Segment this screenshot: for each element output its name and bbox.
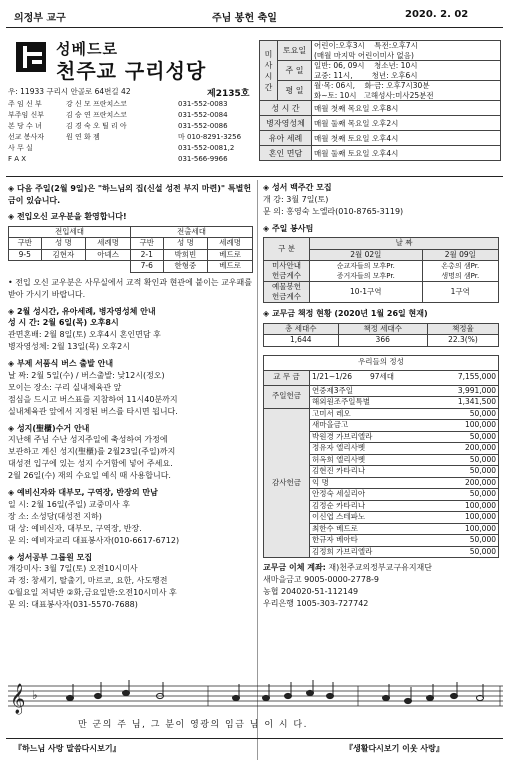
col-header: 세례명 (86, 238, 131, 250)
table-row: 익 명 200,000 (264, 477, 499, 489)
bible-week-title: ◈ 성서 백주간 모집 (263, 183, 332, 192)
relic-line: 2월 26일(수) 재의 수요일 예식 때 사용합니다. (8, 471, 171, 480)
issue-date: 2020. 2. 02 (405, 9, 469, 20)
extra-content: 매월 둘째 토요일 오후4시 (312, 146, 501, 161)
bus-line: 실내체육관 앞에서 지정된 버스를 타시면 됩니다. (8, 406, 178, 416)
table-row: 예물봉헌 헌금계수 10-1구역 1구역 (264, 282, 499, 303)
staff-row: 본 당 수 녀 김 경 숙 오 틸 리 아 031-552-0086 (8, 122, 228, 130)
bible-study-line: 개강미사: 3월 7일(토) 오전10시미사 (8, 564, 138, 573)
sacrament-line: 관면혼배: 2월 8일(토) 오후4시 혼인면담 후 (8, 330, 161, 339)
table-row: 정유자 엘리사벳 200,000 (264, 443, 499, 455)
welcome-title: ◈ 전입오신 교우분을 환영합니다! (8, 212, 127, 221)
tithe-status-table (263, 323, 499, 347)
extra-label: 혼인 면담 (260, 146, 312, 161)
extra-label: 성 시 간 (260, 101, 312, 116)
schedule-label: 평 일 (278, 81, 312, 101)
service-header-date: 날 짜 (310, 238, 499, 250)
parish-name-large: 천주교 구리성당 (56, 59, 207, 83)
staff-row: 주 임 신 부 강 신 모 프란치스코 031-552-0083 (8, 100, 228, 108)
schedule-content: 어린이:오후3시 특전:오후7시 (매월 마지막 어린이미사 없음) (312, 41, 501, 61)
schedule-content: 월·목: 06시, 화·금: 오후7시30분 화~토: 10시 고해성사:미사25분전 (312, 81, 501, 101)
staff-row: 부주임 신부 김 승 연 프란치스코 031-552-0084 (8, 111, 228, 119)
relic-line: 지난해 주님 수난 성지주일에 축성하여 가정에 (8, 435, 168, 444)
col-header: 성 명 (163, 238, 208, 250)
table-row: 7-6 한형중 베드로 (9, 261, 253, 273)
service-date-2: 2월 09일 (422, 249, 498, 261)
col-header: 구반 (9, 238, 42, 250)
account-line: 우리은행 1005-303-727742 (263, 599, 369, 608)
col-header: 세례명 (208, 238, 253, 250)
right-column (263, 183, 503, 610)
bible-study-title: ◈ 성서공부 그룹원 모집 (8, 552, 93, 562)
offerings-table (263, 355, 499, 559)
account-line: 새마을금고 9005-0000-2778-9 (263, 575, 380, 584)
parish-address: 우: 11933 구리시 안골로 64번길 42 (8, 87, 131, 96)
table-row: 주일헌금 연중제3주일 3,991,000 (264, 385, 499, 397)
left-column (8, 183, 253, 611)
staff-row: 선교 봉사자 원 연 화 젬 마 010-8291-3256 (8, 133, 242, 141)
table-row: 허옥희 엘리사벳 50,000 (264, 454, 499, 466)
parish-logo (14, 40, 48, 74)
schedule-label: 토요일 (278, 41, 312, 61)
music-score (8, 680, 503, 732)
schedule-content: 일반: 06, 09시 청소년: 10시 교중: 11시, 청년: 오후6시 (312, 61, 501, 81)
service-header-label: 구 분 (264, 238, 310, 261)
special-collection-notice: ◈ 다음 주일(2월 9일)은 "하느님의 집(신설 성전 부지 마련)" 특별헌금이 있습니다. (8, 184, 252, 205)
sacrament-title: ◈ 2월 성시간, 유아세례, 병자영성체 안내 (8, 306, 156, 316)
table-row: 김정순 카타리나 100,000 (264, 500, 499, 512)
page-header (0, 0, 509, 30)
table-row: 박원경 가브리엘라 50,000 (264, 431, 499, 443)
bible-study-line: ①월요일 저녁반 ②화,금요일반:오전10시미사 후 (8, 588, 177, 597)
meeting-title: ◈ 예비신자와 대부모, 구역장, 반장의 만남 (8, 488, 158, 497)
table-row: 이신엽 스테파노 100,000 (264, 512, 499, 524)
table-row: 미사안내 헌금계수 순교자들의 모후Pr. 증거자들의 모후Pr. 온총의 샘Pr. 생명의 샘Pr. (264, 261, 499, 282)
staff-row: F A X 031-566-9966 (8, 155, 228, 163)
bus-line: 점심을 드시고 버스표를 지참하여 11시40분까지 (8, 394, 178, 404)
column-divider (257, 180, 258, 760)
meeting-line: 장 소: 소성당(대성전 지하) (8, 511, 102, 521)
svg-text:♭: ♭ (32, 688, 38, 702)
welcome-table (8, 226, 253, 273)
bus-line: 날 짜: 2월 5일(수) / 버스출발: 낮12시(정오) (8, 370, 165, 380)
mass-time-side-label: 미 사 시 간 (260, 41, 278, 101)
col-header: 성 명 (41, 238, 86, 250)
bible-study-line: 과 정: 창세기, 탈출기, 마르코, 요한, 사도행전 (8, 576, 168, 585)
bible-week-line: 문 의: 홍영숙 노엘라(010-8765-3119) (263, 206, 404, 216)
table-row: 김현진 카타리나 50,000 (264, 466, 499, 478)
meeting-line: 문 의: 예비자교리 대표봉사자(010-6617-6712) (8, 535, 180, 545)
table-row: 새마을금고 100,000 (264, 420, 499, 432)
footer-divider (6, 738, 503, 739)
schedule-label: 주 일 (278, 61, 312, 81)
staff-list (8, 99, 253, 165)
bus-title: ◈ 부제 서품식 버스 출발 안내 (8, 359, 114, 368)
table-row: 해외원조주일특별 1,341,500 (264, 397, 499, 409)
service-team-title: ◈ 주일 봉사팀 (263, 223, 314, 233)
relic-line: 대성전 입구에 있는 성지 수거함에 넣어 주세요. (8, 459, 173, 468)
table-row: 교 무 금 1/21~1/26 97세대 7,155,000 (264, 370, 499, 385)
music-staff-svg (8, 680, 503, 716)
service-date-1: 2월 02일 (310, 249, 423, 261)
parish-name-small: 성베드로 (56, 40, 118, 58)
relic-title: ◈ 성지(聖櫃)수거 안내 (8, 423, 90, 433)
account-info: 교무금 이체 계좌: 재)천주교의정부교구유지재단 (263, 563, 433, 572)
sacrament-line: 병자영성체: 2월 13일(목) 오후2시 (8, 342, 130, 351)
extra-content: 매월 둘째 목요일 오후2시 (312, 116, 501, 131)
table-row: 안정숙 세실리아 50,000 (264, 489, 499, 501)
music-lyrics: 만 군의 주 님, 그 분이 영광의 임금 님 이 시 다. (78, 720, 308, 730)
table-row: 감사헌금 고미서 레오 50,000 (264, 408, 499, 420)
mass-schedule-table (259, 40, 501, 161)
sacrament-line: 성 시 간: 2월 6일(목) 오후8시 (8, 318, 119, 327)
col-header: 구반 (130, 238, 163, 250)
issue-number: 제2135호 (207, 89, 250, 99)
extra-content: 매월 첫째 토요일 오후4시 (312, 131, 501, 146)
feast-title: 주님 봉헌 축일 (212, 13, 277, 24)
bus-line: 모이는 장소: 구리 실내체육관 앞 (8, 382, 122, 392)
table-row: 김정희 가브리엘라 50,000 (264, 546, 499, 558)
header-divider (6, 27, 503, 28)
offerings-title: 우리들의 정성 (264, 355, 499, 370)
account-line: 농협 204020-51-112149 (263, 587, 359, 596)
welcome-note: • 전입 오신 교우분은 사무실에서 교적 확인과 현관에 붙이는 교우패를 받아 가시기 바랍니다. (8, 277, 252, 299)
meeting-line: 일 시: 2월 16일(주일) 교중미사 후 (8, 499, 130, 509)
staff-row: 사 무 실 031-552-0081,2 (8, 144, 235, 152)
welcome-header-in: 전입세대 (9, 226, 131, 238)
footer-left: 『하느님 사랑 말씀다시보기』 (14, 744, 121, 753)
bible-week-line: 개 강: 3월 7일(토) (263, 194, 329, 204)
table-row: 최한수 베드로 100,000 (264, 523, 499, 535)
extra-label: 유아 세례 (260, 131, 312, 146)
footer-right: 『생활다시보기 이웃 사랑』 (345, 744, 444, 753)
relic-line: 보관하고 계신 성지(聖櫃)를 2월23일(주일)까지 (8, 447, 176, 456)
bible-study-line: 문 의: 대표봉사자(031-5570-7688) (8, 600, 138, 609)
meeting-line: 대 상: 예비신자, 대부모, 구역장, 반장. (8, 523, 142, 533)
table-row: 1,644 366 22.3(%) (264, 335, 499, 347)
table-row: 9-5 김현자 아녜스 2-1 박희빈 베드로 (9, 249, 253, 261)
svg-text:𝄞: 𝄞 (10, 684, 26, 714)
diocese-label: 의정부 교구 (14, 13, 66, 24)
col-header: 책정 세대수 (338, 323, 427, 335)
tithe-status-title: ◈ 교무금 책정 현황 (2020년 1월 26일 현재) (263, 309, 428, 318)
table-row: 한규자 베아타 50,000 (264, 535, 499, 547)
col-header: 책정율 (427, 323, 498, 335)
service-team-table (263, 237, 499, 303)
extra-content: 매월 첫째 목요일 오후8시 (312, 101, 501, 116)
welcome-header-out: 전출세대 (130, 226, 252, 238)
extra-label: 병자영성체 (260, 116, 312, 131)
col-header: 총 세대수 (264, 323, 339, 335)
top-section-divider (6, 176, 503, 177)
